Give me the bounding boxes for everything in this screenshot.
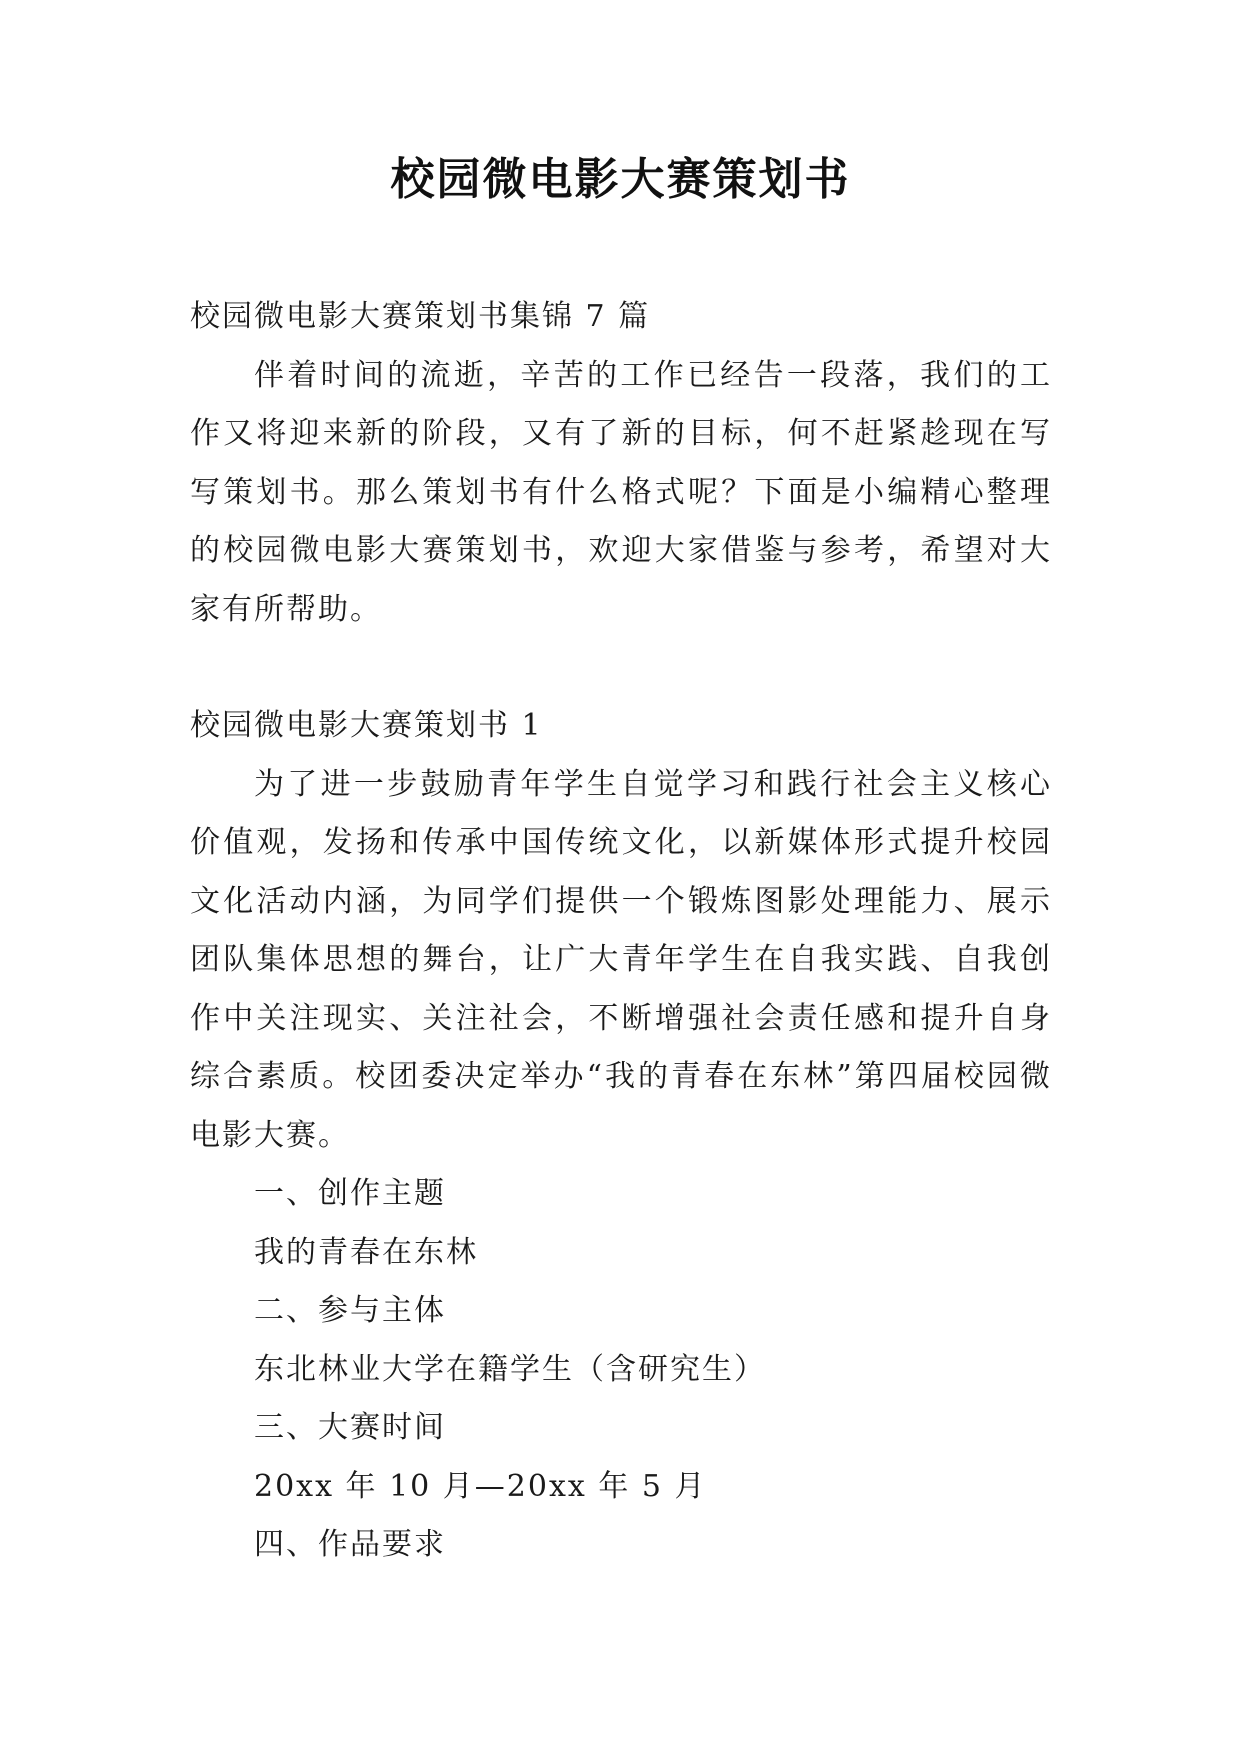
item-value-theme: 我的青春在东林 (254, 1234, 478, 1270)
item-label-participants: 二、参与主体 (254, 1293, 446, 1328)
item-value-participants: 东北林业大学在籍学生（含研究生） (254, 1351, 766, 1387)
document-title: 校园微电影大赛策划书 (390, 154, 851, 205)
item-label-time: 三、大赛时间 (254, 1410, 446, 1445)
document-body (190, 288, 1052, 1575)
item-label-requirements: 四、作品要求 (254, 1527, 446, 1562)
intro-paragraph: 伴着时间的流逝，辛苦的工作已经告一段落，我们的工作又将迎来新的阶段，又有了新的目标，何不赶紧趁现在写写策划书。那么策划书有什么格式呢？下面是小编精心整理的校园微电影大赛策划书，欢迎大家借鉴与参考，希望对大家有所帮助。 (190, 357, 1052, 627)
section-paragraph: 为了进一步鼓励青年学生自觉学习和践行社会主义核心价值观，发扬和传承中国传统文化，以新媒体形式提升校园文化活动内涵，为同学们提供一个锻炼图影处理能力、展示团队集体思想的舞台，让广大青年学生在自我实践、自我创作中关注现实、关注社会，不断增强社会责任感和提升自身综合素质。校团委决定举办“我的青春在东林”第四届校园微电影大赛。 (190, 766, 1052, 1153)
collection-heading: 校园微电影大赛策划书集锦 7 篇 (190, 299, 651, 334)
item-value-time: 20xx 年 10 月—20xx 年 5 月 (254, 1468, 707, 1504)
item-label-theme: 一、创作主题 (254, 1176, 446, 1211)
section-heading: 校园微电影大赛策划书 1 (190, 708, 543, 743)
paragraph-gap (190, 639, 1052, 697)
